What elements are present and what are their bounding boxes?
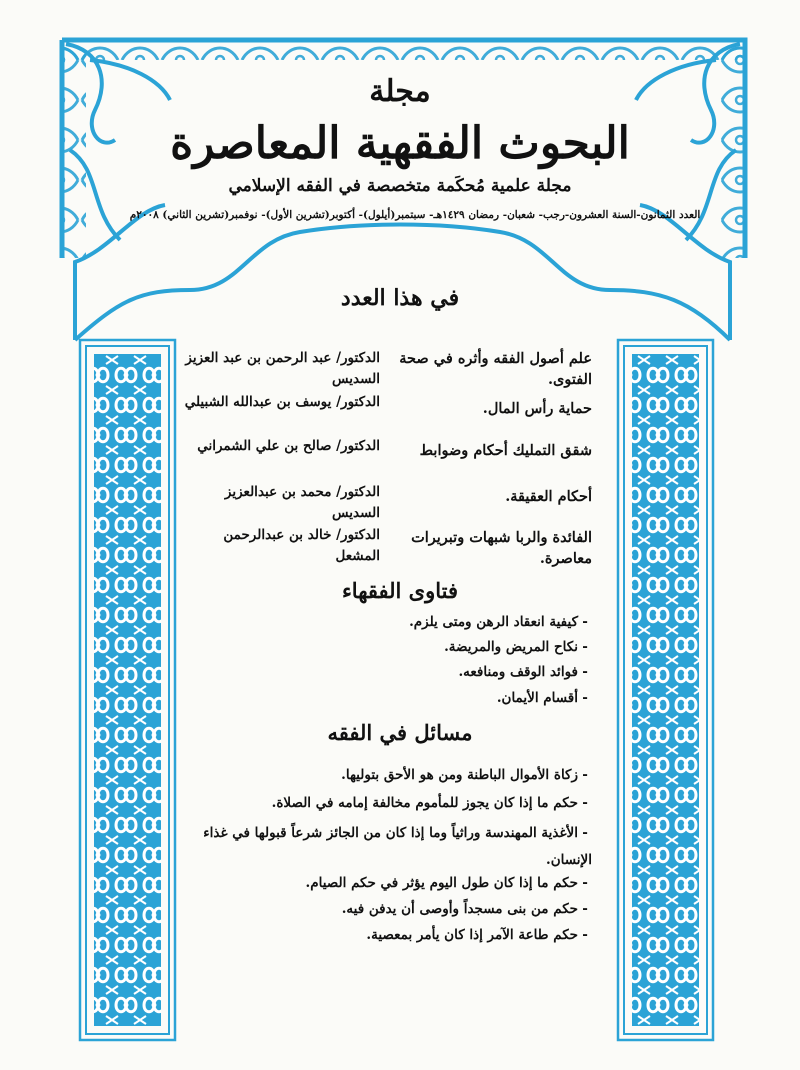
bullet-dash: - (582, 875, 588, 891)
list-item: -أقسام الأيمان. (182, 688, 592, 709)
journal-label: مجلة (369, 74, 431, 109)
bullet-dash: - (582, 901, 588, 917)
article-title: الفائدة والربا شبهات وتبريرات معاصرة. (411, 529, 592, 567)
list-item: -حكم ما إذا كان طول اليوم يؤثر في حكم الصيام. (182, 873, 592, 894)
list-item: -فوائد الوقف ومنافعه. (182, 662, 592, 683)
issue-line: العدد الثمانون-السنة العشرون-رجب- شعبان- رمضان ١٤٢٩هـ- سبتمبر(أيلول)- أكتوبر(تشرين الأول)- نوفمبر(تشرين الثاني) ٢٠٠٨م (129, 209, 701, 221)
article-title: حماية رأس المال. (482, 400, 592, 417)
article-title: شقق التمليك أحكام وضوابط (419, 442, 592, 459)
bullet-dash: - (582, 639, 588, 655)
article-author: الدكتور/ عبد الرحمن بن عبد العزيز السديس (185, 350, 380, 387)
list-item: -كيفية انعقاد الرهن ومتى يلزم. (182, 612, 592, 633)
list-item: -زكاة الأموال الباطنة ومن هو الأحق بتوليها. (182, 765, 592, 786)
list-item: -حكم طاعة الآمر إذا كان يأمر بمعصية. (182, 925, 592, 946)
list-item: -نكاح المريض والمريضة. (182, 637, 592, 658)
bullet-dash: - (582, 690, 588, 706)
fatawa-heading: فتاوى الفقهاء (341, 578, 459, 603)
article-author: الدكتور/ يوسف بن عبدالله الشبيلي (184, 394, 380, 410)
list-item: -حكم ما إذا كان يجوز للمأموم مخالفة إمامه في الصلاة. (182, 793, 592, 814)
journal-subtitle: مجلة علمية مُحكَمة متخصصة في الفقه الإسلامي (228, 176, 572, 196)
bullet-dash: - (582, 927, 588, 943)
article-title: أحكام العقيقة. (505, 488, 592, 505)
list-item: -الأغذية المهندسة وراثياً وما إذا كان من الجائز شرعاً قبولها في غذاء الإنسان. (182, 820, 592, 874)
masail-heading: مسائل في الفقه (327, 720, 473, 745)
bullet-dash: - (582, 795, 588, 811)
bullet-dash: - (582, 767, 588, 783)
article-title: علم أصول الفقه وأثره في صحة الفتوى. (399, 350, 592, 388)
arch (75, 225, 730, 341)
bullet-dash: - (582, 664, 588, 680)
toc-heading: في هذا العدد (340, 285, 460, 311)
bullet-dash: - (582, 825, 588, 841)
right-pillar (618, 340, 713, 1040)
journal-title: البحوث الفقهية المعاصرة (170, 118, 630, 169)
list-item: -حكم من بنى مسجداً وأوصى أن يدفن فيه. (182, 899, 592, 920)
article-author: الدكتور/ صالح بن علي الشمراني (197, 438, 380, 454)
bullet-dash: - (582, 614, 588, 630)
left-pillar (80, 340, 175, 1040)
article-author: الدكتور/ محمد بن عبدالعزيز السديس (224, 484, 380, 521)
article-author: الدكتور/ خالد بن عبدالرحمن المشعل (223, 527, 380, 564)
